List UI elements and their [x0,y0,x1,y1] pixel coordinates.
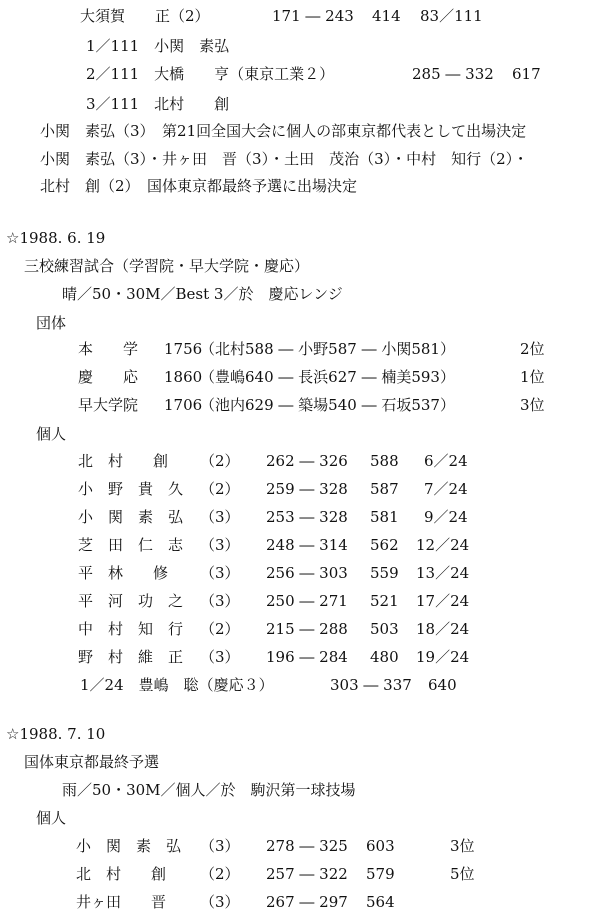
athlete-name: 中 村 知 行 [78,620,184,638]
athlete-name: 小 野 貴 久 [78,480,184,498]
team-detail: （北村588 ― 小野587 ― 小関581） [200,340,455,358]
result-row: 3／111 北村 創 [86,95,230,113]
event-conditions: 雨／50・30M／個人／於 駒沢第一球技場 [62,781,356,799]
individual-label: 個人 [36,425,67,443]
team-detail: （豊嶋640 ― 長浜627 ― 楠美593） [200,368,455,386]
total: 414 [372,7,401,25]
total: 587 [370,480,399,498]
event-date: ☆1988. 6. 19 [6,229,106,247]
team-total: 1860 [164,368,203,386]
event-title: 三校練習試合（学習院・早大学院・慶応） [24,257,310,275]
team-place: 2位 [520,340,545,358]
individual-label: 個人 [36,809,67,827]
total: 603 [366,837,395,855]
athlete-name: 平 河 功 之 [78,592,184,610]
score: 303 ― 337 [330,676,412,694]
score: 285 ― 332 [412,65,494,83]
score: 278 ― 325 [266,837,348,855]
team-place: 3位 [520,396,545,414]
athlete-name: 大須賀 正（2） [80,7,210,25]
rank: 83／111 [420,7,483,25]
rank: 17／24 [416,592,470,610]
score: 267 ― 297 [266,893,348,911]
total: 521 [370,592,399,610]
event-title: 国体東京都最終予選 [24,753,160,771]
rank: 6／24 [424,452,468,470]
total: 617 [512,65,541,83]
athlete-name: 北 村 創 [78,452,169,470]
note: 小関 素弘（3）・井ヶ田 晋（3）・土田 茂治（3）・中村 知行（2）・ [40,150,529,168]
score: 253 ― 328 [266,508,348,526]
grade: （3） [200,564,240,582]
total: 581 [370,508,399,526]
total: 559 [370,564,399,582]
team-total: 1756 [164,340,203,358]
note: 北村 創（2） 国体東京都最終予選に出場決定 [40,177,358,195]
athlete-name: 平 林 修 [78,564,169,582]
grade: （2） [200,452,240,470]
athlete-name: 芝 田 仁 志 [78,536,184,554]
score: 250 ― 271 [266,592,348,610]
score: 257 ― 322 [266,865,348,883]
score: 262 ― 326 [266,452,348,470]
team-name: 早大学院 [78,396,139,414]
grade: （2） [200,620,240,638]
total: 503 [370,620,399,638]
athlete-name: 野 村 維 正 [78,648,184,666]
rank: 7／24 [424,480,468,498]
rank: 13／24 [416,564,470,582]
team-detail: （池内629 ― 築場540 ― 石坂537） [200,396,455,414]
rank: 19／24 [416,648,470,666]
grade: （2） [200,480,240,498]
grade: （2） [200,865,240,883]
score: 259 ― 328 [266,480,348,498]
event-date: ☆1988. 7. 10 [6,725,106,743]
grade: （3） [200,837,240,855]
place: 5位 [450,865,475,883]
rank: 9／24 [424,508,468,526]
total: 579 [366,865,395,883]
team-total: 1706 [164,396,203,414]
grade: （3） [200,508,240,526]
grade: （3） [200,592,240,610]
total: 480 [370,648,399,666]
total: 640 [428,676,457,694]
grade: （3） [200,648,240,666]
athlete-name: 1／24 豊嶋 聡（慶応３） [80,676,274,694]
team-name: 慶 応 [78,368,139,386]
grade: （3） [200,536,240,554]
team-label: 団体 [36,314,67,332]
grade: （3） [200,893,240,911]
rank: 12／24 [416,536,470,554]
score: 256 ― 303 [266,564,348,582]
rank: 18／24 [416,620,470,638]
athlete-name: 2／111 大橋 亨（東京工業２） [86,65,335,83]
athlete-name: 小 関 素 弘 [78,508,184,526]
place: 3位 [450,837,475,855]
score: 196 ― 284 [266,648,348,666]
note: 小関 素弘（3） 第21回全国大会に個人の部東京都代表として出場決定 [40,122,527,140]
total: 562 [370,536,399,554]
team-name: 本 学 [78,340,139,358]
result-row: 1／111 小関 素弘 [86,37,230,55]
score: 171 ― 243 [272,7,354,25]
athlete-name: 小 関 素 弘 [76,837,182,855]
total: 588 [370,452,399,470]
team-place: 1位 [520,368,545,386]
total: 564 [366,893,395,911]
event-conditions: 晴／50・30M／Best 3／於 慶応レンジ [62,285,343,303]
score: 215 ― 288 [266,620,348,638]
athlete-name: 北 村 創 [76,865,167,883]
score: 248 ― 314 [266,536,348,554]
athlete-name: 井ヶ田 晋 [76,893,167,911]
